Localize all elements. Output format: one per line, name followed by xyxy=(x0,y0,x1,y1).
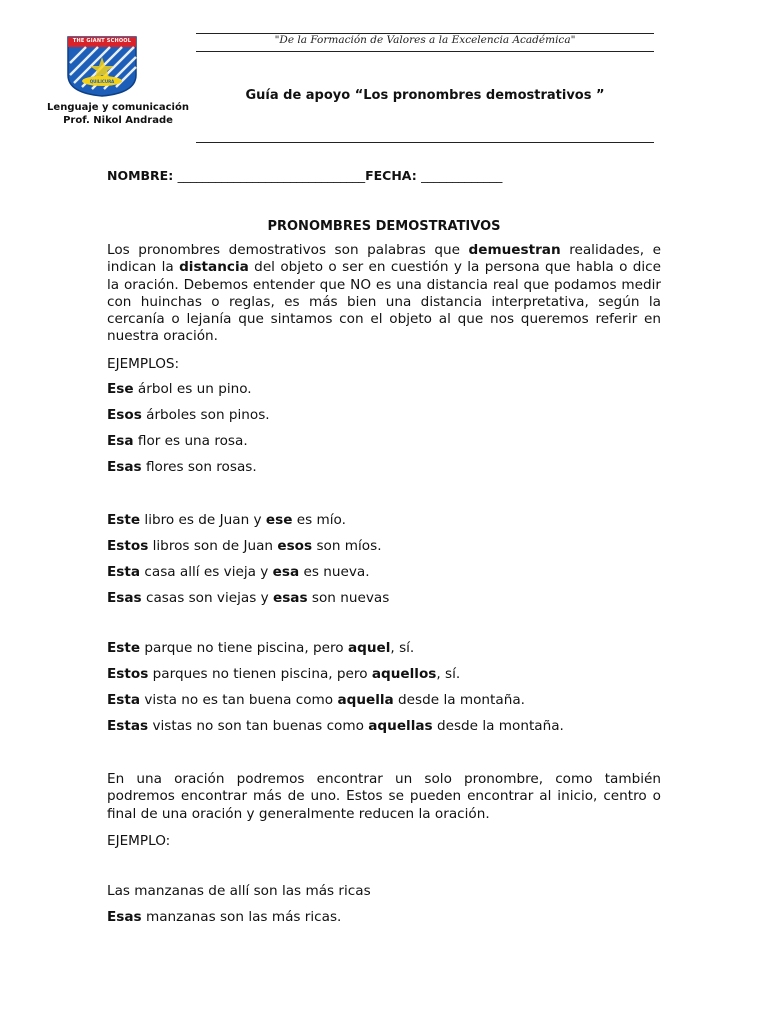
example-sentence xyxy=(107,909,341,925)
text-run: parques no tienen piscina, pero xyxy=(148,666,372,682)
example-label: EJEMPLO: xyxy=(107,833,171,849)
bold-pronoun: Estos xyxy=(107,538,149,554)
text-run: casa allí es vieja y xyxy=(140,564,273,580)
text-run: vistas no son tan buenas como xyxy=(148,718,369,734)
example-sentence xyxy=(107,538,382,554)
text-run: libro es de Juan y xyxy=(140,512,266,528)
date-label: FECHA: xyxy=(365,168,417,183)
subject-label: Lenguaje y comunicación xyxy=(47,102,189,113)
text-run: desde la montaña. xyxy=(432,718,564,734)
school-logo xyxy=(66,35,138,97)
text-run: Los pronombres demostrativos son palabras que xyxy=(107,242,469,258)
text-run: flor es una rosa. xyxy=(133,433,248,449)
text-run: realidades, e indican la xyxy=(107,242,661,276)
example-sentence xyxy=(107,590,389,606)
name-label: NOMBRE: xyxy=(107,168,174,183)
text-run: del objeto o ser en cuestión y la persona que habla o dice la oración. Debemos entender que NO es una distancia real que podamos medir con huinchas o reglas, es más bien una distancia interpretativa, según la cercanía o lejanía que sintamos con el objeto al que nos queremos referir en nuestra oración. xyxy=(107,259,661,345)
bold-pronoun: aquellos xyxy=(371,666,437,682)
bold-pronoun: aquellas xyxy=(368,718,433,734)
bold-pronoun: Esta xyxy=(107,564,141,580)
examples-label: EJEMPLOS: xyxy=(107,356,180,372)
example-sentence xyxy=(107,381,252,397)
subject-block xyxy=(40,101,196,127)
bold-pronoun: demuestran xyxy=(468,242,561,258)
school-motto: "De la Formación de Valores a la Excelencia Académica" xyxy=(274,34,576,46)
bold-pronoun: Estas xyxy=(107,718,149,734)
text-run: , sí. xyxy=(436,666,461,682)
text-run: casas son viejas y xyxy=(141,590,273,606)
text-run: desde la montaña. xyxy=(393,692,525,708)
school-shield-icon xyxy=(66,35,138,97)
bold-pronoun: ese xyxy=(265,512,293,528)
title-underline xyxy=(196,142,654,143)
bold-pronoun: Ese xyxy=(107,381,134,397)
bold-pronoun: distancia xyxy=(179,259,249,276)
motto-bottom-rule xyxy=(196,51,654,52)
bold-pronoun: Este xyxy=(107,640,141,656)
section-title: PRONOMBRES DEMOSTRATIVOS xyxy=(267,219,501,234)
second-paragraph: En una oración podremos encontrar un solo pronombre, como también podremos encontrar más de uno. Estos se pueden encontrar al inicio, centro o final de una oración y generalmente reducen la oración. xyxy=(107,771,661,822)
logo-banner-text: QUILICURA xyxy=(89,78,115,84)
bold-pronoun: aquel xyxy=(347,640,391,656)
text-run: son nuevas xyxy=(307,590,390,606)
text-run: Las manzanas de allí son las más ricas xyxy=(107,883,371,899)
bold-pronoun: Esta xyxy=(107,692,141,708)
bold-pronoun: Esas xyxy=(107,459,142,475)
example-sentence xyxy=(107,433,248,449)
bold-pronoun: esos xyxy=(277,538,313,554)
bold-pronoun: Esas xyxy=(107,909,142,925)
name-date-row xyxy=(107,168,667,183)
bold-pronoun: aquella xyxy=(337,692,394,708)
example-sentence xyxy=(107,564,370,580)
text-run: , sí. xyxy=(390,640,415,656)
text-run: árboles son pinos. xyxy=(141,407,270,423)
text-run: vista no es tan buena como xyxy=(140,692,338,708)
date-blank: _____________ xyxy=(421,168,503,183)
example-sentence xyxy=(107,883,371,899)
text-run: parque no tiene piscina, pero xyxy=(140,640,348,656)
bold-pronoun: Esos xyxy=(107,407,142,423)
example-sentence xyxy=(107,692,525,708)
bold-pronoun: esa xyxy=(272,564,300,580)
example-sentence xyxy=(107,718,564,734)
bold-pronoun: Esas xyxy=(107,590,142,606)
text-run: manzanas son las más ricas. xyxy=(141,909,342,925)
logo-text: THE GIANT SCHOOL xyxy=(72,38,132,44)
example-sentence xyxy=(107,640,414,656)
text-run: son míos. xyxy=(312,538,382,554)
name-blank: ______________________________ xyxy=(177,168,366,183)
bold-pronoun: Este xyxy=(107,512,141,528)
text-run: libros son de Juan xyxy=(148,538,278,554)
example-sentence xyxy=(107,407,270,423)
text-run: es mío. xyxy=(292,512,346,528)
example-sentence xyxy=(107,459,257,475)
example-sentence xyxy=(107,666,460,682)
bold-pronoun: Esa xyxy=(107,433,134,449)
teacher-label: Prof. Nikol Andrade xyxy=(63,115,173,126)
text-run: árbol es un pino. xyxy=(133,381,252,397)
bold-pronoun: esas xyxy=(273,590,308,606)
example-sentence xyxy=(107,512,346,528)
text-run: flores son rosas. xyxy=(141,459,257,475)
intro-paragraph xyxy=(107,242,661,346)
bold-pronoun: Estos xyxy=(107,666,149,682)
guide-title: Guía de apoyo “Los pronombres demostrativos ” xyxy=(245,88,605,103)
text-run: es nueva. xyxy=(299,564,370,580)
